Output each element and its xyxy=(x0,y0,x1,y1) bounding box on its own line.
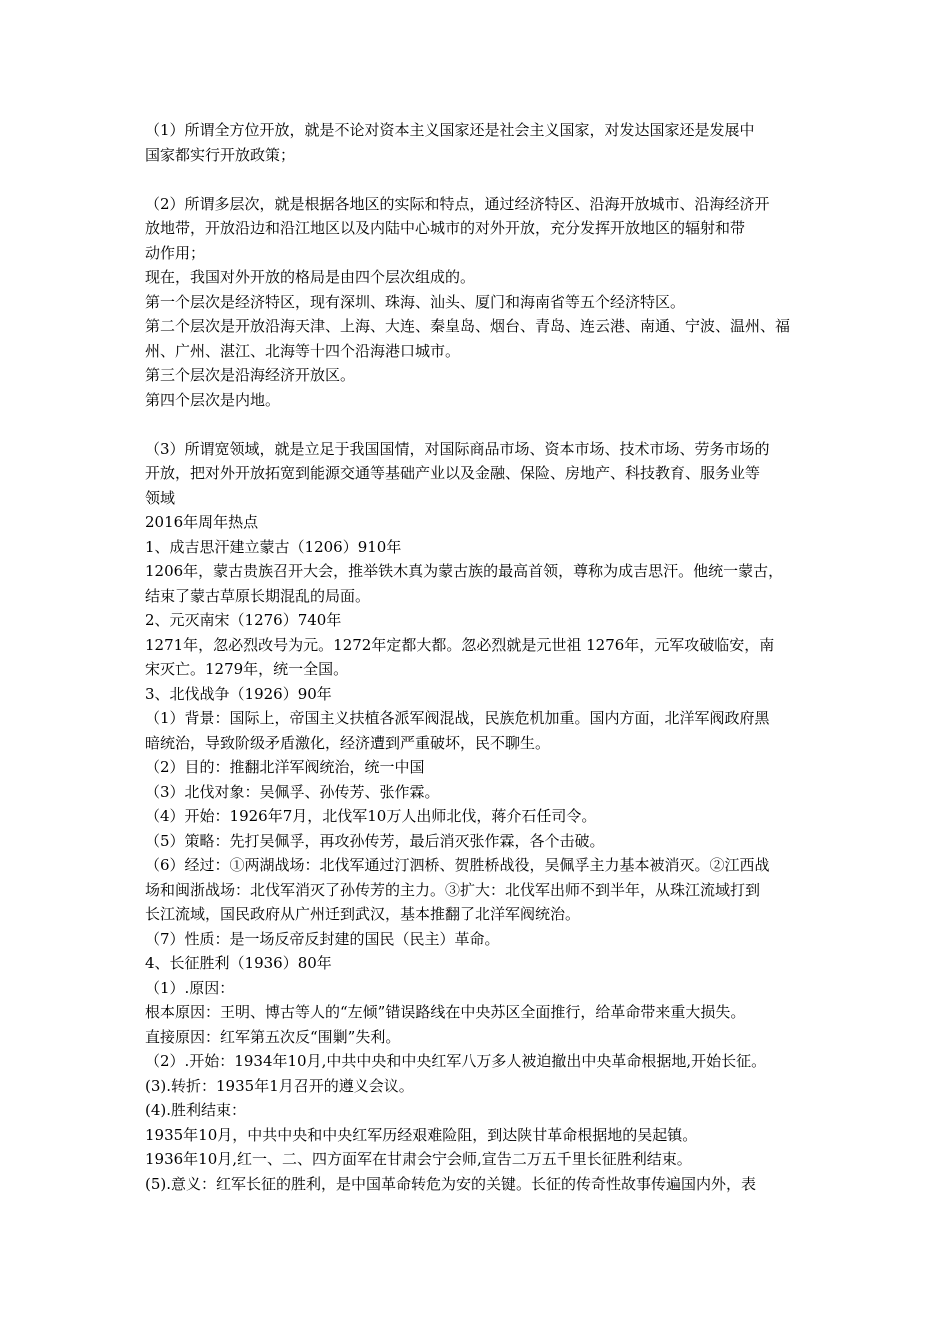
text-line: （2）.开始：1934年10月,中共中央和中央红军八万多人被迫撤出中央革命根据地,开始长征。 xyxy=(145,1052,767,1070)
text-line: 长江流域，国民政府从广州迁到武汉，基本推翻了北洋军阀统治。 xyxy=(145,905,581,923)
text-line: 1935年10月，中共中央和中央红军历经艰难险阻，到达陕甘革命根据地的吴起镇。 xyxy=(145,1125,698,1144)
text-line: (3).转折：1935年1月召开的遵义会议。 xyxy=(145,1076,414,1095)
text-line: 第三个层次是沿海经济开放区。 xyxy=(145,366,356,384)
text-line: （2）目的：推翻北洋军阀统治，统一中国 xyxy=(145,758,425,776)
text-line: 根本原因：王明、博古等人的“左倾”错误路线在中央苏区全面推行，给革命带来重大损失。 xyxy=(145,1003,746,1021)
text-line: 1206年，蒙古贵族召开大会，推举铁木真为蒙古族的最高首领，尊称为成吉思汗。他统一蒙古， xyxy=(145,562,784,580)
text-line: 第四个层次是内地。 xyxy=(145,390,281,409)
text-line: （6）经过：①两湖战场：北伐军通过汀泗桥、贺胜桥战役，吴佩孚主力基本被消灭。②江西战 xyxy=(145,856,770,874)
text-line: 国家都实行开放政策； xyxy=(145,145,296,164)
text-line: 场和闽浙战场：北伐军消灭了孙传芳的主力。③扩大：北伐军出师不到半年，从珠江流域打到 xyxy=(145,880,761,899)
text-line: （1）.原因： xyxy=(145,978,235,997)
text-line: (4).胜利结束： xyxy=(145,1101,247,1119)
text-line: 州、广州、湛江、北海等十四个沿海港口城市。 xyxy=(145,341,461,360)
text-line: （5）策略：先打吴佩孚，再攻孙传芳，最后消灭张作霖，各个击破。 xyxy=(145,831,605,850)
text-line: (5).意义：红军长征的胜利，是中国革命转危为安的关键。长征的传奇性故事传遍国内外，表 xyxy=(145,1174,757,1193)
text-line: （7）性质：是一场反帝反封建的国民（民主）革命。 xyxy=(145,929,500,948)
text-line: 第二个层次是开放沿海天津、上海、大连、秦皇岛、烟台、青岛、连云港、南通、宁波、温州、福 xyxy=(145,317,791,335)
text-line: 领域 xyxy=(145,488,176,507)
text-line: 暗统治，导致阶级矛盾激化，经济遭到严重破坏，民不聊生。 xyxy=(145,733,551,752)
text-line: 开放，把对外开放拓宽到能源交通等基础产业以及金融、保险、房地产、科技教育、服务业等 xyxy=(145,464,761,482)
text-line: 第一个层次是经济特区，现有深圳、珠海、汕头、厦门和海南省等五个经济特区。 xyxy=(145,292,686,311)
blank-line xyxy=(145,412,815,437)
text-line: （3）所谓宽领域，就是立足于我国国情，对国际商品市场、资本市场、技术市场、劳务市场的 xyxy=(145,439,770,458)
text-line: 结束了蒙古草原长期混乱的局面。 xyxy=(145,586,371,605)
text-line: （1）背景：国际上，帝国主义扶植各派军阀混战，民族危机加重。国内方面，北洋军阀政府黑 xyxy=(145,709,770,727)
text-line: （2）所谓多层次，就是根据各地区的实际和特点，通过经济特区、沿海开放城市、沿海经济开 xyxy=(145,194,770,213)
text-line: 放地带，开放沿边和沿江地区以及内陆中心城市的对外开放，充分发挥开放地区的辐射和带 xyxy=(145,219,746,237)
text-line: 1271年，忽必烈改号为元。1272年定都大都。忽必烈就是元世祖 1276年，元军攻破临安，南 xyxy=(145,635,775,654)
text-line: 3、北伐战争（1926）90年 xyxy=(145,684,332,703)
text-line: （4）开始：1926年7月，北伐军10万人出师北伐，蒋介石任司令。 xyxy=(145,807,597,825)
text-line: 2016年周年热点 xyxy=(145,513,259,531)
text-line: 1、成吉思汗建立蒙古（1206）910年 xyxy=(145,537,402,556)
text-line: （3）北伐对象：吴佩孚、孙传芳、张作霖。 xyxy=(145,782,440,801)
text-line: 宋灭亡。1279年，统一全国。 xyxy=(145,660,349,678)
text-line: 动作用； xyxy=(145,243,206,262)
text-line: 4、长征胜利（1936）80年 xyxy=(145,954,332,972)
text-line: 2、元灭南宋（1276）740年 xyxy=(145,611,342,629)
text-line: 现在，我国对外开放的格局是由四个层次组成的。 xyxy=(145,268,476,286)
text-line: 1936年10月,红一、二、四方面军在甘肃会宁会师,宣告二万五千里长征胜利结束。 xyxy=(145,1150,692,1168)
text-line: （1）所谓全方位开放，就是不论对资本主义国家还是社会主义国家，对发达国家还是发展中 xyxy=(145,121,755,139)
document-page xyxy=(145,118,815,1196)
text-line: 直接原因：红军第五次反“围剿”失利。 xyxy=(145,1027,401,1046)
blank-line xyxy=(145,167,815,192)
